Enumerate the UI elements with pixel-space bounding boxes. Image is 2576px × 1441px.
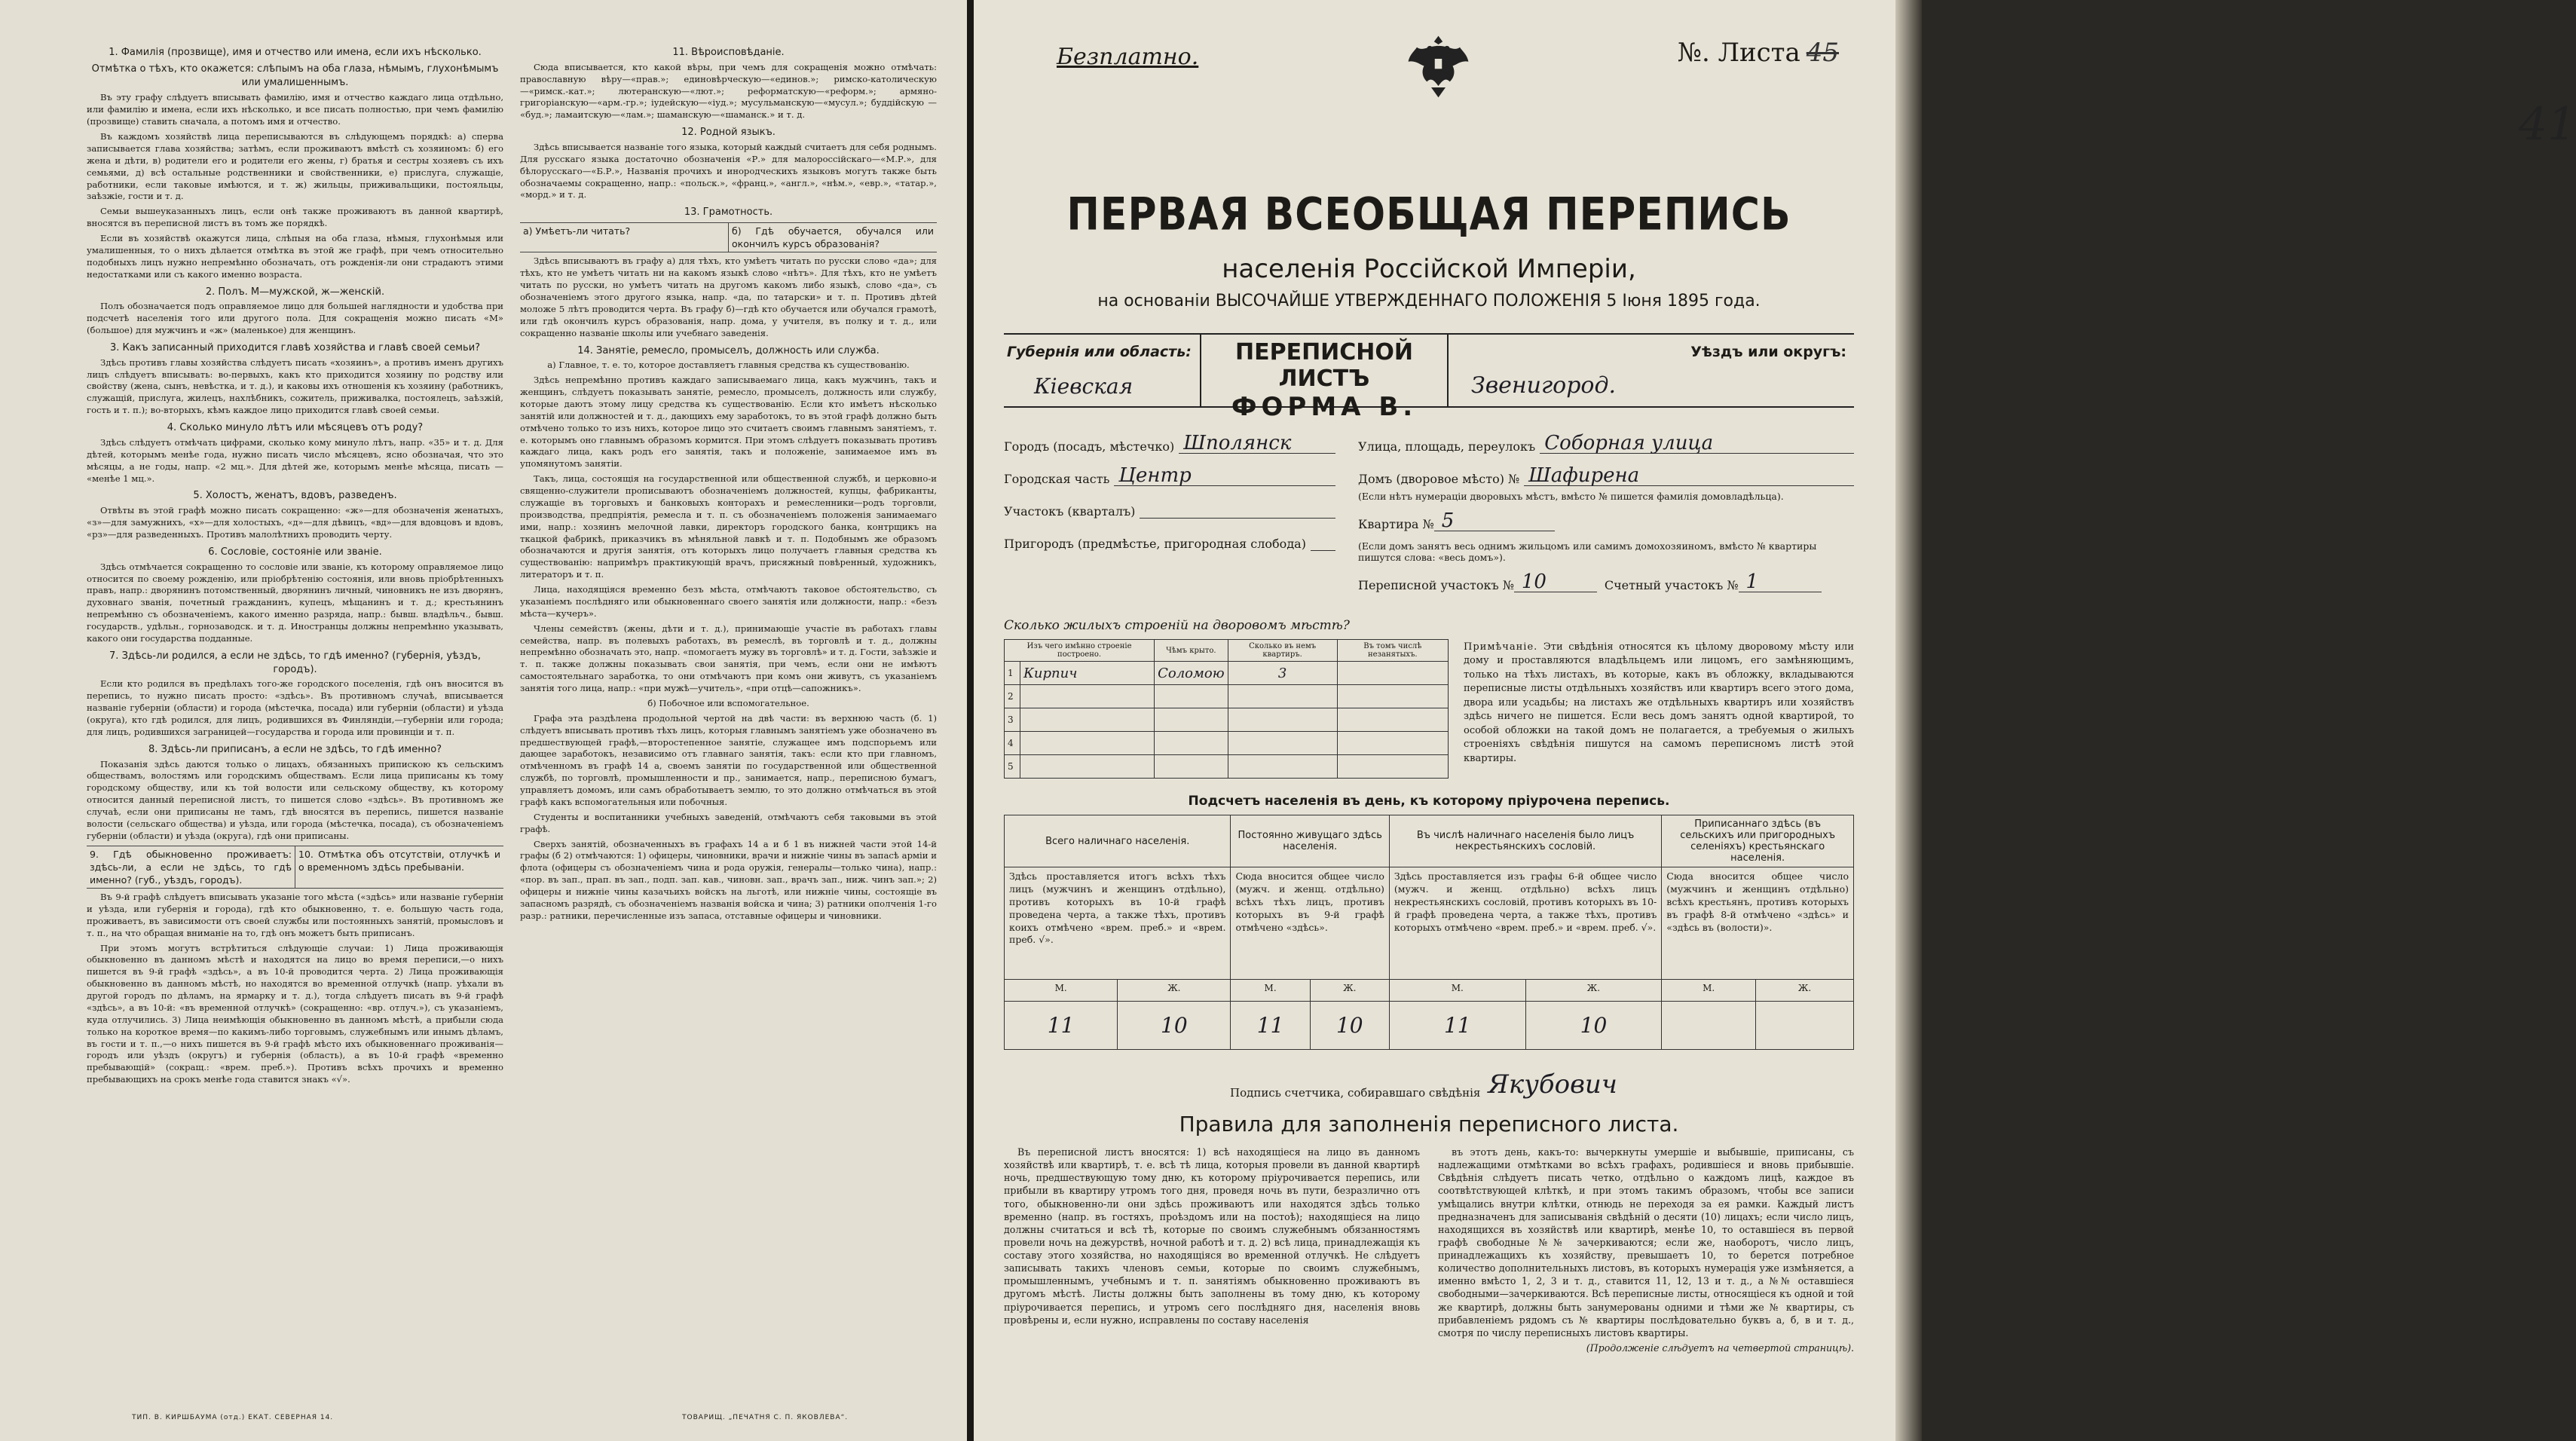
- buildings-head-material: Изъ чего имѣнно строеніе построено.: [1005, 640, 1155, 662]
- paragraph: Полъ обозначается подъ оправляемое лицо для большей наглядности и удобства при подсчетѣ населенія того или другого пола. Для сокращенія можно писать «М» (большое) для мужчинъ и «ж» (маленькое) для женщинъ.: [87, 301, 503, 336]
- flat-note: (Если домъ занятъ весь однимъ жильцомъ или самимъ домохозяиномъ, вмѣсто № квартиры пишутся слова: «весь домъ»).: [1358, 540, 1817, 563]
- paragraph: Семьи вышеуказанныхъ лицъ, если онѣ также проживаютъ въ данной квартирѣ, вносятся въ переписной листъ въ томъ же порядкѣ.: [87, 206, 503, 229]
- female-label: Ж.: [1756, 980, 1854, 1002]
- form-subtitle: населенія Россійской Имперіи,: [1222, 254, 1636, 284]
- count-head-peasant: Приписаннаго здѣсь (въ сельскихъ или пригородныхъ селеніяхъ) крестьянскаго населенія.: [1662, 815, 1854, 867]
- page-number: 41: [2519, 98, 2576, 151]
- street-label: Улица, площадь, переулокъ: [1358, 439, 1536, 454]
- signature-value: Якубович: [1488, 1069, 1617, 1100]
- section-4-heading: 4. Сколько минуло лѣтъ или мѣсяцевъ отъ роду?: [167, 422, 424, 434]
- flat-field[interactable]: [1358, 511, 1854, 531]
- prigorod-field[interactable]: [1004, 529, 1335, 551]
- roof-cell[interactable]: [1155, 662, 1228, 685]
- section-1-heading: 1. Фамилія (прозвище), имя и отчество или имена, если ихъ нѣсколько.: [109, 47, 482, 58]
- rules-continuation: (Продолженіе слѣдуетъ на четвертой страницѣ).: [1586, 1342, 1854, 1354]
- flats-cell[interactable]: [1228, 708, 1337, 732]
- paragraph: Показанія здѣсь даются только о лицахъ, обязанныхъ припискою къ сельскимъ обществамъ, волостямъ или городскимъ обществамъ. Если лица приписаны къ тому городскому обществу, или къ той волости или сельскому обществу, къ которому относится данный переписной листъ, то пишется слово «здѣсь». Въ противномъ же случаѣ, если они приписаны не тамъ, гдѣ вносятся въ перепись, пишется названіе волости (сельскаго общества) и уѣзда, или города (мѣстечка, посада), съ обозначеніемъ губерніи (области) и уѣзда (округа), гдѣ они приписаны.: [87, 758, 503, 841]
- section-6-heading: 6. Сословіе, состояніе или званіе.: [208, 546, 382, 558]
- free-label: Безплатно.: [1057, 44, 1199, 70]
- count-value-cell[interactable]: [1310, 1002, 1389, 1050]
- male-label: М.: [1389, 980, 1525, 1002]
- count-value: 10: [1580, 1013, 1608, 1038]
- row-number: 1: [1005, 662, 1020, 685]
- count-value-cell[interactable]: [1005, 1002, 1118, 1050]
- rules-section: [1004, 1146, 1854, 1354]
- material-cell[interactable]: [1020, 755, 1155, 779]
- section-7-heading: 7. Здѣсь-ли родился, а если не здѣсь, то гдѣ именно? (губернія, уѣздъ, городъ).: [109, 650, 481, 675]
- house-value: Шафирена: [1528, 464, 1640, 487]
- flats-cell[interactable]: [1228, 662, 1337, 685]
- section-14-heading: 14. Занятіе, ремесло, промыселъ, должность или служба.: [577, 344, 880, 356]
- section-14a-heading: а) Главное, т. е. то, которое доставляетъ главныя средства къ существованію.: [547, 359, 910, 371]
- paragraph: Такъ, лица, состоящія на государственной или общественной службѣ, и церковно-и священно-служители прописываютъ обозначеніемъ должностей, купцы, фабриканты, служащіе въ торговыхъ и банковыхъ конторахъ и ремесленники—родъ торговли, производства, предпріятія, ремесла и т. п. съ обозначеніемъ положенія занимаемаго ими, напр.: хозяинъ мелочной лавки, директоръ городского банка, контрщикъ на ткацкой фабрикѣ, приказчикъ въ мѣняльной лавкѣ и т. п. Подобнымъ же образомъ обозначаются и другія занятія, отъ которыхъ лицо получаетъ главныя средства къ существованію: напримѣръ практикующій врачъ, присяжный повѣренный, художникъ, литераторъ и т. п.: [520, 473, 937, 580]
- form-basis: на основаніи ВЫСОЧАЙШЕ УТВЕРЖДЕННАГО ПОЛОЖЕНІЯ 5 Іюня 1895 года.: [1097, 292, 1761, 311]
- city-part-label: Городская часть: [1004, 472, 1110, 486]
- buildings-head-empty: Въ томъ числѣ незанятыхъ.: [1337, 640, 1448, 662]
- section-9-heading: 9. Гдѣ обыкновенно проживаетъ: здѣсь-ли, а если не здѣсь, то гдѣ именно? (губ., уѣздъ, городъ).: [90, 848, 292, 886]
- section-13b-heading: б) Гдѣ обучается, обучался или окончилъ курсъ образованія?: [728, 223, 937, 252]
- roof-cell[interactable]: [1155, 708, 1228, 732]
- buildings-caption: Сколько жилыхъ строеній на дворовомъ мѣстѣ?: [1004, 618, 1350, 633]
- city-field[interactable]: [1004, 432, 1335, 454]
- count-district-value: 1: [1745, 571, 1759, 593]
- right-page-census-form: [974, 0, 2576, 1441]
- section-11-heading: 11. Вѣроисповѣданіе.: [672, 47, 785, 58]
- material-cell[interactable]: [1020, 685, 1155, 708]
- row-number: 2: [1005, 685, 1020, 708]
- paragraph: Въ 9-й графѣ слѣдуетъ вписывать указаніе того мѣста («здѣсь» или названіе губерніи и уѣзда, или губернія и города), гдѣ кто обыкновенно, т. е. большую часть года, проживаетъ, въ зависимости отъ своей службы или постоянныхъ занятій, промысловъ и т. п., на что обращая вниманіе на то, гдѣ онъ можетъ быть приписанъ.: [87, 892, 503, 938]
- uezd-field[interactable]: [1449, 335, 1854, 406]
- count-district-label: Счетный участокъ №: [1604, 578, 1739, 592]
- count-text-peasant: Сюда вносится общее число (мужчинъ и женщинъ отдѣльно) всѣхъ крестьянъ, противъ которыхъ въ графѣ 8-й отмѣчено «здѣсь» и «здѣсь въ (волости)».: [1662, 867, 1854, 980]
- left-page-instructions: [0, 0, 967, 1441]
- female-label: Ж.: [1525, 980, 1662, 1002]
- paragraph: Здѣсь непремѣнно противъ каждаго записываемаго лица, какъ мужчинъ, такъ и женщинъ, слѣдуетъ показывать занятіе, ремесло, промыселъ, должность или службу, которые даютъ этому лицу средства къ существованію. Если кто имѣетъ нѣсколько занятій или должностей и т. д., дающихъ ему заработокъ, то въ этой графѣ должно быть отмѣчено только то изъ нихъ, которое лицо это считаетъ своимъ главнымъ занятіемъ, т. е. которымъ оно главнымъ образомъ кормится. При этомъ слѣдуетъ показывать противъ каждаго лица, какъ родъ его занятія, такъ и положеніе, занимаемое имъ въ упомянутомъ занятіи.: [520, 375, 937, 470]
- uchastok-field[interactable]: [1004, 497, 1335, 519]
- page-edge-shadow: [1895, 0, 1922, 1441]
- city-label: Городъ (посадъ, мѣстечко): [1004, 439, 1175, 454]
- house-note: (Если нѣтъ нумераціи дворовыхъ мѣстъ, вмѣсто № пишется фамилія домовладѣльца).: [1358, 491, 1784, 502]
- row-number: 4: [1005, 732, 1020, 755]
- section-10-heading: 10. Отмѣтка объ отсутствіи, отлучкѣ и о временномъ здѣсь пребываніи.: [295, 846, 503, 888]
- count-text-present: Здѣсь проставляется итогъ всѣхъ тѣхъ лицъ (мужчинъ и женщинъ отдѣльно), противъ которыхъ въ 10-й графѣ проведена черта, а также тѣхъ, противъ коихъ отмѣчено «врем. преб.» и «врем. преб. √».: [1005, 867, 1231, 980]
- row-number: 3: [1005, 708, 1020, 732]
- city-part-value: Центр: [1118, 464, 1192, 487]
- material-cell[interactable]: [1020, 708, 1155, 732]
- paragraph: Здѣсь противъ главы хозяйства слѣдуетъ писать «хозяинъ», а противъ именъ другихъ лицъ слѣдуетъ вписывать: во-первыхъ, какъ кто приходится хозяину по родству или свойству (жена, сынъ, невѣстка, и т. д.), и каковы ихъ отношенія къ хозяину (работникъ, служащій, прислуга, жилецъ, нахлѣбникъ, сожитель, приживалка, постоялецъ, заѣзжій, гость и т. п.); во-вторыхъ, кѣмъ каждое лицо приходится главѣ своей семьи.: [87, 356, 503, 416]
- form-name-line2: ФОРМА В.: [1231, 392, 1418, 422]
- census-district-label: Переписной участокъ №: [1358, 578, 1514, 592]
- count-head-non-peasant: Въ числѣ наличнаго населенія было лицъ некрестьянскихъ сословій.: [1389, 815, 1661, 867]
- flats-cell[interactable]: [1228, 755, 1337, 779]
- population-count-title: Подсчетъ населенія въ день, къ которому пріурочена перепись.: [1188, 794, 1670, 809]
- sheet-number: [1678, 38, 1839, 68]
- count-value-cell[interactable]: [1525, 1002, 1662, 1050]
- buildings-note: [1464, 618, 1854, 779]
- street-field[interactable]: [1358, 432, 1854, 454]
- uchastok-label: Участокъ (кварталъ): [1004, 504, 1136, 519]
- flats-cell[interactable]: [1228, 685, 1337, 708]
- table-row: [1005, 755, 1449, 779]
- paragraph: Графа эта раздѣлена продольной чертой на двѣ части: въ верхнюю часть (б. 1) слѣдуетъ вписывать противъ тѣхъ лицъ, которыя главнымъ занятіемъ уже обозначено въ предшествующей графѣ,—второстепенное занятіе, служащее имъ подспорьемъ или дающее заработокъ, независимо отъ главнаго занятія, такъ: если кто при главномъ, отмѣченномъ въ графѣ 14 а, своемъ занятіи по государственной или общественной службѣ, по торговлѣ, промышленности и пр., занимается, напр., переписною бумагъ, управляетъ домомъ, или самъ обработываетъ землю, то это должно отмѣчаться въ этой графѣ какъ вспомогательныя или побочныя.: [520, 712, 937, 807]
- city-part-field[interactable]: [1004, 464, 1335, 486]
- section-1-subheading: Отмѣтка о тѣхъ, кто окажется: слѣпымъ на оба глаза, нѣмымъ, глухонѣмымъ или умалишеннымъ.: [91, 63, 499, 88]
- paragraph: Въ каждомъ хозяйствѣ лица переписываются въ слѣдующемъ порядкѣ: а) сперва записывается глава хозяйства; затѣмъ, если проживаютъ вмѣстѣ съ хозяиномъ: б) его жена и дѣти, в) родители его и родители его жены, г) братья и сестры хозяевъ съ ихъ семьями, д) всѣ остальные родственники и свойственники, е) прислуга, служащіе, работники, если таковые имѣются, и т. ж) жильцы, приживальщики, постояльцы, заѣзжіе, гости и т. д.: [87, 131, 503, 202]
- form-title: ПЕРВАЯ ВСЕОБЩАЯ ПЕРЕПИСЬ: [1066, 188, 1791, 241]
- male-label: М.: [1662, 980, 1756, 1002]
- section-3-heading: 3. Какъ записанный приходится главѣ хозяйства и главѣ своей семьи?: [109, 341, 481, 353]
- flats-cell[interactable]: [1228, 732, 1337, 755]
- empty-cell[interactable]: [1337, 708, 1448, 732]
- rules-column-2: въ этотъ день, какъ-то: вычеркнуты умершіе и выбывшіе, приписаны, съ надлежащими отмѣтками во всѣхъ графахъ, родившіеся и вновь прибывшіе. Свѣдѣнія слѣдуетъ писать четко, отдѣльно о каждомъ лицѣ, каждое въ соотвѣтствующей клѣткѣ, и при этомъ такимъ образомъ, чтобы все записи умѣщались внутри клѣтки, отнюдь не переходя за ея рамки. Каждый листъ предназначенъ для записыванія свѣдѣній о десяти (10) лицахъ; если число лицъ, находящихся въ хозяйствѣ или квартирѣ, менѣе 10, то оставшіеся въ первой графѣ свободные №№ зачеркиваются; если же, наоборотъ, число лицъ, принадлежащихъ къ хозяйству, превышаетъ 10, то берется потребное количество дополнительныхъ листовъ, въ которыхъ нумерація уже измѣняется, а именно вмѣсто 1, 2, 3 и т. д., ставится 11, 12, 13 и т. д., а №№ оставшіеся свободными—зачеркиваются. Всѣ переписные листы, относящіеся къ одной и той же квартирѣ, должны быть занумерованы одними и тѣми же № квартиры, съ прибавленіемъ рядомъ съ № квартиры послѣдовательно буквъ а, б, в и т. д., смотря по числу переписныхъ листовъ квартиры.: [1438, 1146, 1854, 1339]
- printer-imprint-right: ТОВАРИЩ. „ПЕЧАТНЯ С. П. ЯКОВЛЕВА“.: [682, 1414, 849, 1421]
- table-row: [1005, 732, 1449, 755]
- census-district-value: 10: [1521, 571, 1547, 593]
- female-label: Ж.: [1118, 980, 1231, 1002]
- note-label: Примѣчаніе.: [1464, 641, 1538, 653]
- section-13-subheadings: [520, 222, 937, 252]
- section-13-heading: 13. Грамотность.: [684, 207, 773, 219]
- count-value-cell[interactable]: [1662, 1002, 1756, 1050]
- section-12-heading: 12. Родной языкъ.: [681, 127, 776, 139]
- rules-column-1: Въ переписной листъ вносятся: 1) всѣ находящіеся на лицо въ данномъ хозяйствѣ или квартирѣ, т. е. всѣ тѣ лица, которыя провели въ данной квартирѣ ночь, предшествующую тому дню, къ которому пріурочивается перепись, или прибыли въ квартиру утромъ того дня, проведя ночь въ пути, безразлично отъ того, обыкновенно-ли они здѣсь проживаютъ или находятся здѣсь только временно (напр. въ гостяхъ, проѣздомъ или на постоѣ); находящіеся на лицо должны считаться и всѣ тѣ, которые по своимъ служебнымъ обязанностямъ провели ночь на дежурствѣ, ночной работѣ и т. д. 2) всѣ лица, принадлежащія къ составу этого хозяйства, но находящіяся во временной отлучкѣ. Не слѣдуетъ записывать такихъ членовъ семьи, которые по своимъ служебнымъ, промышленнымъ, учебнымъ и т. п. занятіямъ обыкновенно проживаютъ въ другомъ мѣстѣ. Листы должны быть заполнены въ тому дню, къ которому пріурочивается перепись, и утромъ сего послѣдняго дня, населенія вновь провѣрены и, если нужно, исправлены по составу населенія: [1004, 1146, 1420, 1326]
- paragraph: Здѣсь вписывается названіе того языка, который каждый считаетъ для себя роднымъ. Для русскаго языка достаточно обозначенія «Р.» для малороссійскаго—«М.Р.», для бѣлорусскаго—«Б.Р.», Названія прочихъ и инородческихъ языковъ могутъ также быть обозначаемы сокращенно, напр.: «польск.», «франц.», «англ.», «нѣм.», «евр.», «татар.», «морд.» и т. д.: [520, 141, 937, 200]
- sheet-number-value: 45: [1806, 38, 1839, 68]
- row-number: 5: [1005, 755, 1020, 779]
- count-value: 11: [1047, 1013, 1075, 1038]
- material-cell[interactable]: [1020, 732, 1155, 755]
- count-value-cell[interactable]: [1756, 1002, 1854, 1050]
- table-row: [1005, 708, 1449, 732]
- guberniya-field[interactable]: [1004, 335, 1200, 406]
- street-value: Соборная улица: [1544, 432, 1714, 454]
- flat-label: Квартира №: [1358, 517, 1434, 531]
- roof-cell[interactable]: [1155, 685, 1228, 708]
- instructions-column-2: [520, 41, 937, 1406]
- empty-cell[interactable]: [1337, 732, 1448, 755]
- count-head-present: Всего наличнаго населенія.: [1005, 815, 1231, 867]
- empty-cell[interactable]: [1337, 685, 1448, 708]
- paragraph: Студенты и воспитанники учебныхъ заведеній, отмѣчаютъ себя таковыми въ этой графѣ.: [520, 811, 937, 834]
- double-headed-eagle-emblem: [1403, 30, 1474, 102]
- count-text-non-peasant: Здѣсь проставляется изъ графы 6-й общее число (мужч. и женщ. отдѣльно) всѣхъ лицъ некрестьянскихъ сословій, противъ которыхъ въ 10-й графѣ проведена черта, а также тѣхъ, противъ которыхъ отмѣчено «врем. преб.» и «врем. преб. √».: [1389, 867, 1661, 980]
- guberniya-value: Кіевская: [1034, 374, 1134, 399]
- sections-9-10-heading: [87, 846, 503, 889]
- table-row: [1005, 685, 1449, 708]
- prigorod-label: Пригородъ (предмѣстье, пригородная слобода): [1004, 537, 1306, 551]
- form-name-line1: ПЕРЕПИСНОЙ ЛИСТЪ: [1234, 339, 1414, 392]
- count-value: 10: [1161, 1013, 1188, 1038]
- roof-cell[interactable]: [1155, 732, 1228, 755]
- material-value: Кирпич: [1023, 665, 1078, 681]
- paragraph: Въ эту графу слѣдуетъ вписывать фамилію, имя и отчество каждаго лица отдѣльно, или фамилію и имена, если ихъ нѣсколько, и все писать полностью, при чемъ фамилію (прозвище) ставить сначала, а потомъ имя и отчество.: [87, 92, 503, 127]
- roof-cell[interactable]: [1155, 755, 1228, 779]
- female-label: Ж.: [1310, 980, 1389, 1002]
- uezd-label: Уѣздъ или округъ:: [1690, 344, 1846, 360]
- house-field[interactable]: [1358, 464, 1854, 486]
- paragraph: Отвѣты въ этой графѣ можно писать сокращенно: «ж»—для обозначенія женатыхъ, «з»—для замужнихъ, «х»—для холостыхъ, «д»—для дѣвицъ, «вд»—для вдовцовъ и вдовъ, «рз»—для разведенныхъ. Противъ малолѣтнихъ проводить черту.: [87, 505, 503, 540]
- form-name: [1200, 335, 1449, 422]
- signature-label: Подпись счетчика, собиравшаго свѣдѣнія: [1230, 1086, 1481, 1100]
- male-label: М.: [1231, 980, 1310, 1002]
- paragraph: Здѣсь вписываютъ въ графу а) для тѣхъ, кто умѣетъ читать по русски слово «да»; для тѣхъ, кто не умѣетъ читать ни на какомъ языкѣ слово «нѣтъ». Для тѣхъ, кто не умѣетъ читать по русски, но умѣетъ читать на другомъ какомъ либо языкѣ, слово «да», съ обозначеніемъ этого другого языка, напр. «да, по татарски» и т. п. Противъ дѣтей моложе 5 лѣтъ проводится черта. Въ графу б)—гдѣ кто обучается или обучался грамотѣ, или гдѣ окончилъ курсъ образованія, напр. дома, у учителя, въ полку и т. д., или сокращенно названіе школы или учебнаго заведенія.: [520, 255, 937, 338]
- paragraph: Лица, находящіяся временно безъ мѣста, отмѣчаютъ таковое обстоятельство, съ указаніемъ послѣдняго или обыкновеннаго своего занятія или должности, напр.: «безъ мѣста—кучеръ».: [520, 584, 937, 619]
- population-count-table: [1004, 815, 1854, 1050]
- enumerator-signature[interactable]: [1230, 1069, 1854, 1100]
- count-value: 11: [1443, 1013, 1471, 1038]
- count-value-cell[interactable]: [1389, 1002, 1525, 1050]
- paragraph: Если въ хозяйствѣ окажутся лица, слѣпыя на оба глаза, нѣмыя, глухонѣмыя или умалишенныя, то о нихъ дѣлается отмѣтка въ этой же графѣ, при чемъ относительно подобныхъ лицъ нужно непремѣнно обозначать, отъ рожденія-ли они страдаютъ этими недостатками или съ какого именно возраста.: [87, 233, 503, 280]
- material-cell[interactable]: [1020, 662, 1155, 685]
- section-8-heading: 8. Здѣсь-ли приписанъ, а если не здѣсь, то гдѣ именно?: [148, 743, 442, 755]
- count-text-permanent: Сюда вносится общее число (мужч. и женщ. отдѣльно) всѣхъ тѣхъ лицъ, противъ которыхъ въ 9-й графѣ отмѣчено «здѣсь».: [1231, 867, 1389, 980]
- census-district-field[interactable]: [1358, 572, 1854, 592]
- paragraph: Члены семействъ (жены, дѣти и т. д.), принимающіе участіе въ работахъ главы семейства, напр. въ полевыхъ работахъ, въ ремеслѣ, въ торговлѣ и т. д., должны непремѣнно обозначать это, напр. «помогаетъ мужу въ торговлѣ» и т. д. Гости, заѣзжіе и т. п. также должны показывать свои занятія, при чемъ, если они не имѣютъ самостоятельнаго заработка, то они отмѣчаютъ при комъ они живутъ, съ указаніемъ занятія того лица, напр.: «при мужѣ—учитель», «при отцѣ—сапожникъ».: [520, 623, 937, 694]
- house-label: Домъ (дворовое мѣсто) №: [1358, 472, 1520, 486]
- paragraph: Если кто родился въ предѣлахъ того-же городского поселенія, гдѣ онъ вносится въ перепись, то нужно писать просто: «здѣсь». Въ противномъ случаѣ, вписывается названіе губерніи (области) и города (мѣстечка, посада) или губерніи (области) и уѣзда (округа), кто гдѣ родился, для лицъ, родившихся въ Финляндіи,—губерніи или города; для лицъ, родившихся заграницей—государства и города или провинціи и т. п.: [87, 678, 503, 737]
- book-spine: [967, 0, 974, 1441]
- buildings-table: [1004, 639, 1449, 779]
- table-row: [1005, 662, 1449, 685]
- flats-value: 3: [1277, 665, 1287, 681]
- section-13a-heading: а) Умѣетъ-ли читать?: [523, 225, 631, 237]
- paragraph: Сверхъ занятій, обозначенныхъ въ графахъ 14 а и б 1 въ нижней части этой 14-й графы (б 2) отмѣчаются: 1) офицеры, чиновники, врачи и нижніе чины въ запасѣ арміи и флота (офицеры съ обозначеніемъ чина и рода оружія, генералы—только чина), напр.: «пор. въ зап., прап. въ зап., подп. зап. кав., чиновн. зап., врачъ зап., ниж. чинъ зап.»; 2) офицеры и нижніе чины казачьихъ войскъ на льготѣ, или нижніе чины, состоящіе въ запасномъ разрядѣ, съ обозначеніемъ названія войска и чина; 3) ратники ополченія 1-го разр.: ратники, перечисленные изъ запаса, отставные офицеры и чиновники.: [520, 838, 937, 921]
- count-value: 11: [1256, 1013, 1284, 1038]
- flat-value: 5: [1441, 509, 1455, 532]
- paragraph: Здѣсь слѣдуетъ отмѣчать цифрами, сколько кому минуло лѣтъ, напр. «35» и т. д. Для дѣтей, которымъ менѣе года, нужно писать число мѣсяцевъ, ясно обозначая, что это мѣсяцы, а не годы, напр. «2 мц.». Для дѣтей же, которымъ менѣе мѣсяца, писать — «менѣе 1 мц.».: [87, 436, 503, 484]
- uezd-value: Звенигород.: [1471, 372, 1617, 399]
- printer-imprint-left: ТИП. В. КИРШБАУМА (отд.) ЕКАТ. СЕВЕРНАЯ 14.: [132, 1414, 334, 1421]
- paragraph: При этомъ могутъ встрѣтиться слѣдующіе случаи: 1) Лица проживающія обыкновенно въ данномъ мѣстѣ и находятся на лицо во время переписи,—о нихъ пишется въ 9-й графѣ «здѣсь», а въ 10-й проводится черта. 2) Лица проживающія обыкновенно въ данномъ мѣстѣ, но находятся во временной отлучкѣ (напр. уѣхали въ другой городъ по дѣламъ, на ярмарку и т. д.), тогда слѣдуетъ писать въ 9-й графѣ «здѣсь», а въ 10-й: «въ временной отлучкѣ» (сокращенно: «вр. отлуч.»), съ указаніемъ, куда отлучились. 3) Лица неимѣющія обыкновенно въ данномъ мѣстѣ, а прибыли сюда только на короткое время—по какимъ-либо торговымъ, служебнымъ или инымъ дѣламъ, въ гости и т. п.,—о нихъ пишется въ 9-й графѣ мѣсто ихъ обыкновеннаго проживанія—городъ или уѣздъ (округъ) и губернія (область), а въ 10-й графѣ «временно пребывающій» (сокращ.: «врем. преб.»). Противъ всѣхъ прочихъ и временно пребывающихъ на срокъ менѣе года ставится знакъ «√».: [87, 942, 503, 1085]
- buildings-section: [1004, 618, 1854, 779]
- male-label: М.: [1005, 980, 1118, 1002]
- section-14b-heading: б) Побочное или вспомогательное.: [647, 697, 809, 708]
- count-value: 10: [1335, 1013, 1363, 1038]
- city-value: Шполянск: [1183, 432, 1292, 454]
- count-head-permanent: Постоянно живущаго здѣсь населенія.: [1231, 815, 1389, 867]
- instructions-column-1: [87, 41, 503, 1406]
- rules-title: Правила для заполненія переписного листа.: [1179, 1112, 1679, 1137]
- sheet-number-label: №. Листа: [1677, 38, 1800, 68]
- empty-cell[interactable]: [1337, 755, 1448, 779]
- buildings-head-roof: Чѣмъ крыто.: [1155, 640, 1228, 662]
- count-value-cell[interactable]: [1231, 1002, 1310, 1050]
- guberniya-label: Губернія или область:: [1007, 344, 1192, 360]
- section-5-heading: 5. Холостъ, женатъ, вдовъ, разведенъ.: [193, 490, 397, 502]
- section-2-heading: 2. Полъ. М—мужской, ж—женскій.: [205, 286, 385, 298]
- paragraph: Сюда вписывается, кто какой вѣры, при чемъ для сокращенія можно отмѣчать: православную вѣру—«прав.»; единовѣрческую—«единов.»; римско-католическую—«римск.-кат.»; лютеранскую—«лют.»; реформатскую—«реформ.»; армяно-григоріанскую—«арм.-гр.»; іудейскую—«іуд.»; мусульманскую—«мусул.»; буддійскую — «буд.»; ламаитскую—«лам.»; шаманскую—«шаманск.» и т. д.: [520, 61, 937, 121]
- note-text: Эти свѣдѣнія относятся къ цѣлому дворовому мѣсту или дому и проставляются владѣльцемъ или лицомъ, его замѣняющимъ, только на тѣхъ листахъ, въ которые, какъ въ обложку, вкладываются переписные листы отдѣльныхъ хозяйствъ или квартиръ всего этого дома, двора или усадьбы; на листахъ же отдѣльныхъ квартиръ или хозяйствъ здѣсь ничего не пишется. Если весь домъ занятъ одной квартирой, то особой обложки на такой домъ не полагается, а требуемыя о жилыхъ строеніяхъ свѣдѣнія пишутся на самомъ переписномъ листѣ этой квартиры.: [1464, 641, 1854, 764]
- empty-cell[interactable]: [1337, 662, 1448, 685]
- roof-value: Соломою: [1158, 665, 1225, 681]
- address-section: [1004, 421, 1854, 601]
- paragraph: Здѣсь отмѣчается сокращенно то сословіе или званіе, къ которому оправляемое лицо относится по своему рожденію, или пріобрѣтенію состоянія, или вновь пріобрѣтенныхъ правъ, напр.: дворянинъ потомственный, дворянинъ личный, чиновникъ не изъ дворянъ, духовнаго званія, почетный гражданинъ, купецъ, мѣщанинъ и т. д.; крестьянинъ непремѣнно съ обозначеніемъ, какого именно разряда, напр.: бывш. владѣльч., бывш. государств., удѣльн., горнозаводск. и т. д. Иностранцы должны непремѣнно указывать, какого они государства подданные.: [87, 561, 503, 644]
- count-value-cell[interactable]: [1118, 1002, 1231, 1050]
- region-box: [1004, 333, 1854, 422]
- buildings-head-flats: Сколько въ немъ квартиръ.: [1228, 640, 1337, 662]
